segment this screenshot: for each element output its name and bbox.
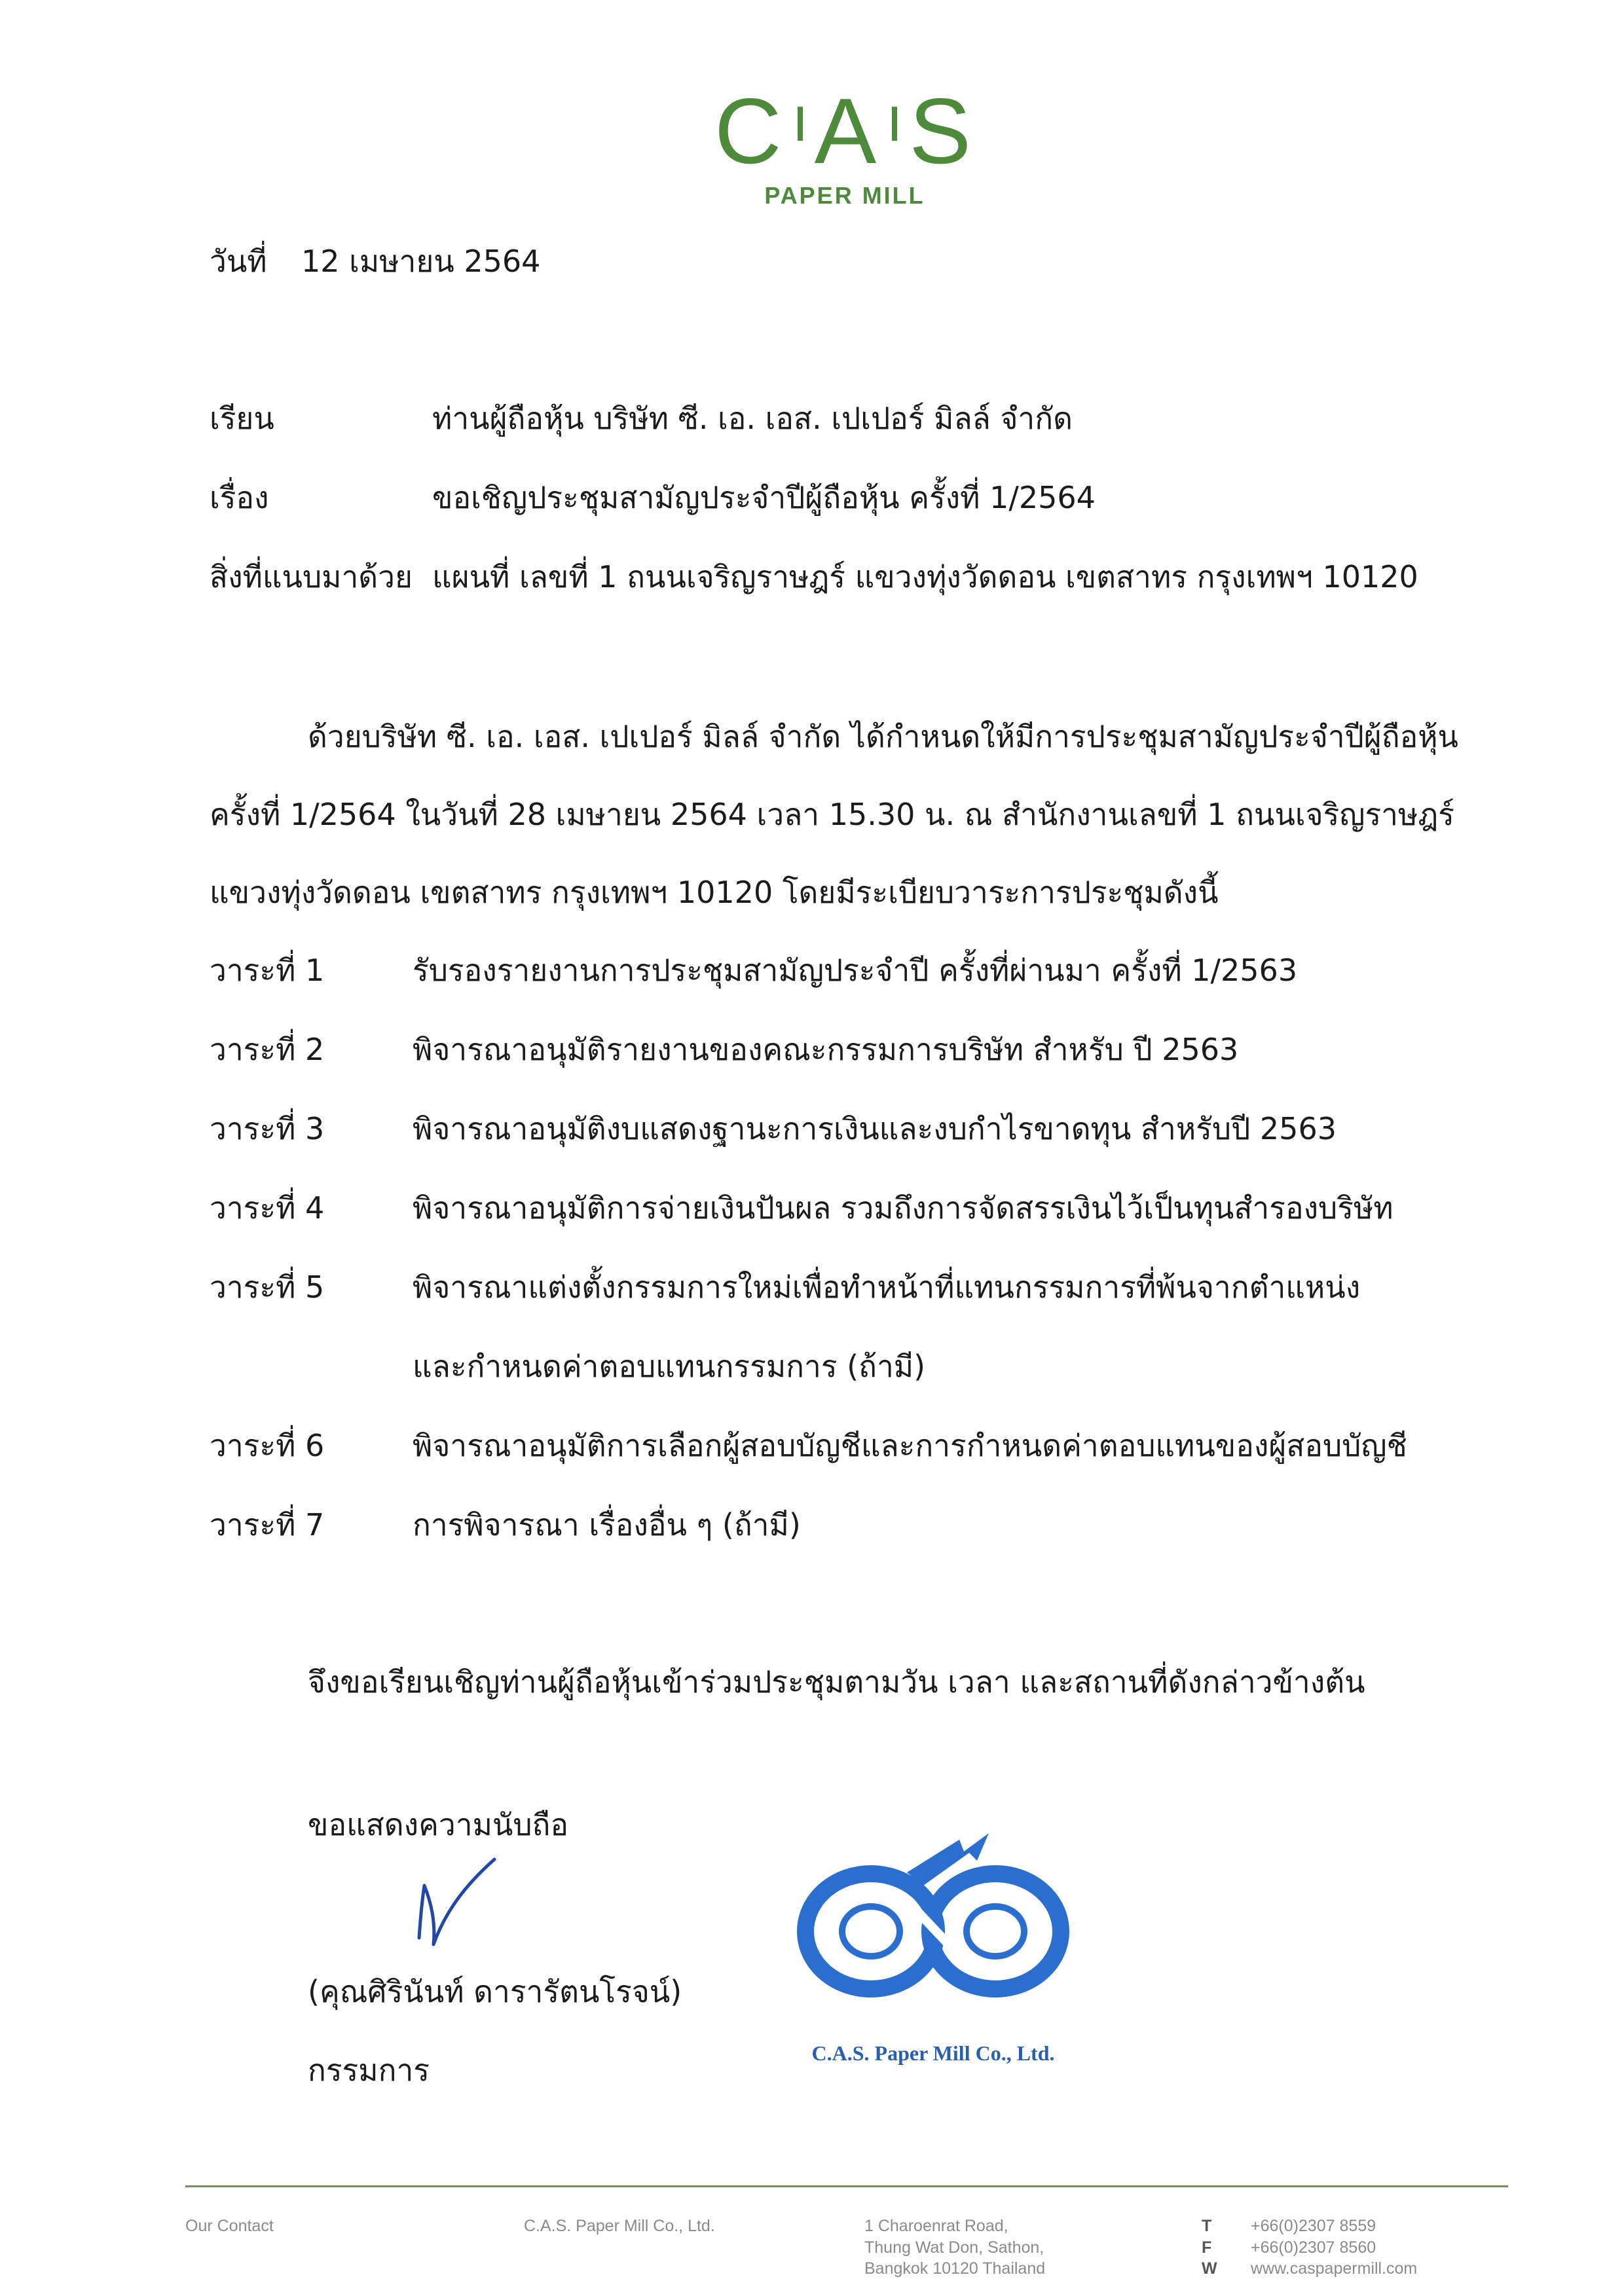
to-value: ท่านผู้ถือหุ้น บริษัท ซี. เอ. เอส. เปเปอร์ มิลล์ จำกัด <box>432 401 1073 436</box>
company-logo <box>707 79 982 183</box>
enclosure-value: แผนที่ เลขที่ 1 ถนนเจริญราษฎร์ แขวงทุ่งวัดดอน เขตสาทร กรุงเทพฯ 10120 <box>432 559 1418 594</box>
agenda-text: พิจารณาอนุมัติงบแสดงฐานะการเงินและงบกำไรขาดทุน สำหรับปี 2563 <box>413 1111 1337 1146</box>
handwritten-signature <box>373 1846 504 1964</box>
footer-address-line: Bangkok 10120 Thailand <box>864 2259 1046 2278</box>
footer-address-line: 1 Charoenrat Road, <box>864 2217 1008 2235</box>
agenda-label: วาระที่ 6 <box>210 1428 325 1463</box>
agenda-label: วาระที่ 5 <box>210 1269 325 1305</box>
enclosure-label: สิ่งที่แนบมาด้วย <box>210 559 413 594</box>
logo-letter-c: C <box>714 79 786 183</box>
subject-value: ขอเชิญประชุมสามัญประจำปีผู้ถือหุ้น ครั้งที่ 1/2564 <box>432 480 1096 515</box>
agenda-label: วาระที่ 3 <box>210 1111 325 1146</box>
footer-website[interactable]: W www.caspapermill.com <box>1202 2259 1418 2278</box>
footer-contact-label: Our Contact <box>185 2217 274 2235</box>
body-line-1: ด้วยบริษัท ซี. เอ. เอส. เปเปอร์ มิลล์ จำกัด ได้กำหนดให้มีการประชุมสามัญประจำปีผู้ถือหุ้น <box>308 719 1459 754</box>
company-seal-icon <box>792 1833 1074 2003</box>
logo-letter-s: S <box>909 79 975 183</box>
seal-caption: C.A.S. Paper Mill Co., Ltd. <box>811 2041 1055 2065</box>
sign-off: ขอแสดงความนับถือ <box>308 1807 569 1842</box>
agenda-label: วาระที่ 4 <box>210 1190 325 1226</box>
body-line-2: ครั้งที่ 1/2564 ในวันที่ 28 เมษายน 2564 เวลา 15.30 น. ณ สำนักงานเลขที่ 1 ถนนเจริญราษฎร์ <box>210 797 1454 832</box>
signatory-name: (คุณศิรินันท์ ดารารัตนโรจน์) <box>308 1974 682 2009</box>
logo-letter-a: A <box>814 79 881 183</box>
signatory-title: กรรมการ <box>308 2052 430 2088</box>
agenda-label: วาระที่ 1 <box>210 953 325 988</box>
footer-phone: T +66(0)2307 8559 <box>1202 2217 1376 2235</box>
footer-address <box>864 2215 1045 2280</box>
agenda-text: การพิจารณา เรื่องอื่น ๆ (ถ้ามี) <box>413 1507 801 1542</box>
date-label: วันที่ <box>210 244 267 279</box>
agenda-label: วาระที่ 2 <box>210 1032 325 1067</box>
agenda-label: วาระที่ 7 <box>210 1507 325 1542</box>
agenda-text: พิจารณาอนุมัติรายงานของคณะกรรมการบริษัท สำหรับ ปี 2563 <box>413 1032 1239 1067</box>
logo-subtitle: PAPER MILL <box>764 182 925 209</box>
date-value: 12 เมษายน 2564 <box>301 244 541 279</box>
footer-company: C.A.S. Paper Mill Co., Ltd. <box>524 2217 715 2235</box>
footer-divider <box>185 2185 1508 2187</box>
agenda-text: พิจารณาอนุมัติการจ่ายเงินปันผล รวมถึงการจัดสรรเงินไว้เป็นทุนสำรองบริษัท <box>413 1190 1393 1226</box>
agenda-text-continued: และกำหนดค่าตอบแทนกรรมการ (ถ้ามี) <box>413 1349 926 1384</box>
footer-contacts <box>1202 2215 1417 2280</box>
footer-address-line: Thung Wat Don, Sathon, <box>864 2238 1044 2257</box>
agenda-text: พิจารณาแต่งตั้งกรรมการใหม่เพื่อทำหน้าที่แทนกรรมการที่พ้นจากตำแหน่ง <box>413 1269 1361 1305</box>
subject-label: เรื่อง <box>210 480 269 515</box>
to-label: เรียน <box>210 401 274 436</box>
footer-fax: F +66(0)2307 8560 <box>1202 2238 1376 2257</box>
closing-text: จึงขอเรียนเชิญท่านผู้ถือหุ้นเข้าร่วมประชุมตามวัน เวลา และสถานที่ดังกล่าวข้างต้น <box>308 1664 1365 1700</box>
agenda-text: พิจารณาอนุมัติการเลือกผู้สอบบัญชีและการกำหนดค่าตอบแทนของผู้สอบบัญชี <box>413 1428 1407 1463</box>
agenda-text: รับรองรายงานการประชุมสามัญประจำปี ครั้งที่ผ่านมา ครั้งที่ 1/2563 <box>413 953 1298 988</box>
body-line-3: แขวงทุ่งวัดดอน เขตสาทร กรุงเทพฯ 10120 โดยมีระเบียบวาระการประชุมดังนี้ <box>210 875 1219 910</box>
